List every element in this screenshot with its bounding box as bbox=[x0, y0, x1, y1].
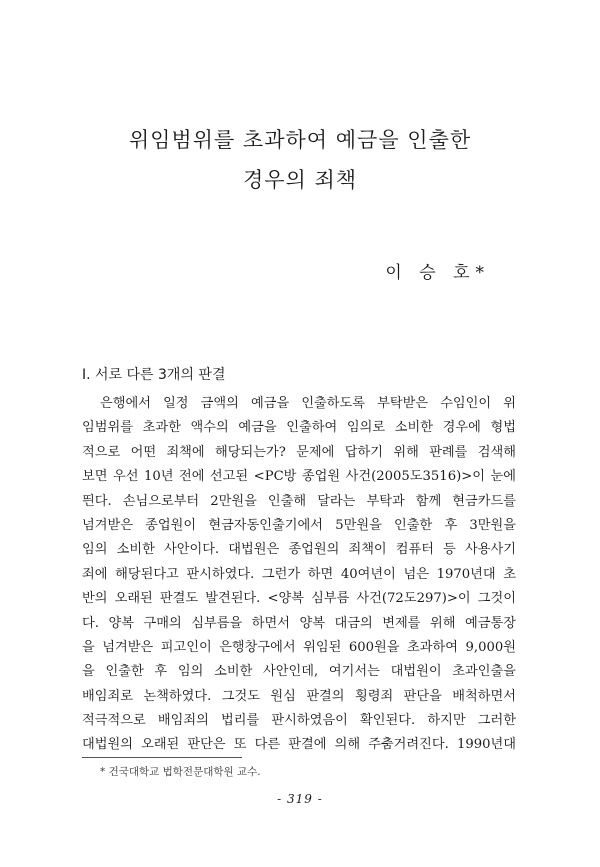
body-line: 반의 오래된 판결도 발견된다. <양복 심부름 사건(72도297)>이 그것이 bbox=[82, 591, 516, 607]
body-line: 띈다. 손님으로부터 2만원을 인출해 달라는 부탁과 함께 현금카드를 bbox=[82, 493, 516, 509]
footnote: * 건국대학교 법학전문대학원 교수. bbox=[100, 766, 261, 778]
body-line: 대법원의 오래된 판단은 또 다른 판결에 의해 주춤거려진다. 1990년대 bbox=[82, 737, 516, 753]
author-name: 이 승 호* bbox=[385, 263, 490, 283]
paper-title-line-2: 경우의 죄책 bbox=[242, 168, 358, 192]
paper-title-line-1: 위임범위를 초과하여 예금을 인출한 bbox=[128, 128, 472, 152]
body-line: 임의 소비한 사안이다. 대법원은 종업원의 죄책이 컴퓨터 등 사용사기 bbox=[82, 542, 516, 558]
body-text bbox=[82, 392, 516, 758]
body-line: 넘겨받은 종업원이 현금자동인출기에서 5만원을 인출한 후 3만원을 bbox=[82, 517, 516, 533]
body-line: 다. 양복 구매의 심부름을 하면서 양복 대금의 변제를 위해 예금통장 bbox=[82, 615, 516, 631]
body-line: 을 인출한 후 임의 소비한 사안인데, 여기서는 대법원이 초과인출을 bbox=[82, 664, 516, 680]
page-number: - 319 - bbox=[277, 792, 323, 806]
body-line: 적극적으로 배임죄의 법리를 판시하였음이 확인된다. 하지만 그러한 bbox=[82, 713, 516, 729]
body-line: 임범위를 초과한 액수의 예금을 인출하여 임의로 소비한 경우에 형법 bbox=[82, 420, 516, 436]
body-line: 보면 우선 10년 전에 선고된 <PC방 종업원 사건(2005도3516)>이 눈에 bbox=[82, 469, 516, 485]
body-line: 배임죄로 논책하였다. 그것도 원심 판결의 횡령죄 판단을 배척하면서 bbox=[82, 688, 516, 704]
footnote-divider bbox=[82, 757, 242, 758]
section-heading: Ⅰ. 서로 다른 3개의 판결 bbox=[82, 367, 226, 383]
body-line: 죄에 해당된다고 판시하였다. 그런가 하면 40여년이 넘은 1970년대 초 bbox=[82, 566, 516, 582]
body-line: 적으로 어떤 죄책에 해당되는가? 문제에 답하기 위해 판례를 검색해 bbox=[82, 444, 516, 460]
body-line: 을 넘겨받은 피고인이 은행창구에서 위임된 600원을 초과하여 9,000원 bbox=[82, 639, 516, 655]
body-line: 은행에서 일정 금액의 예금을 인출하도록 부탁받은 수임인이 위 bbox=[100, 396, 516, 411]
